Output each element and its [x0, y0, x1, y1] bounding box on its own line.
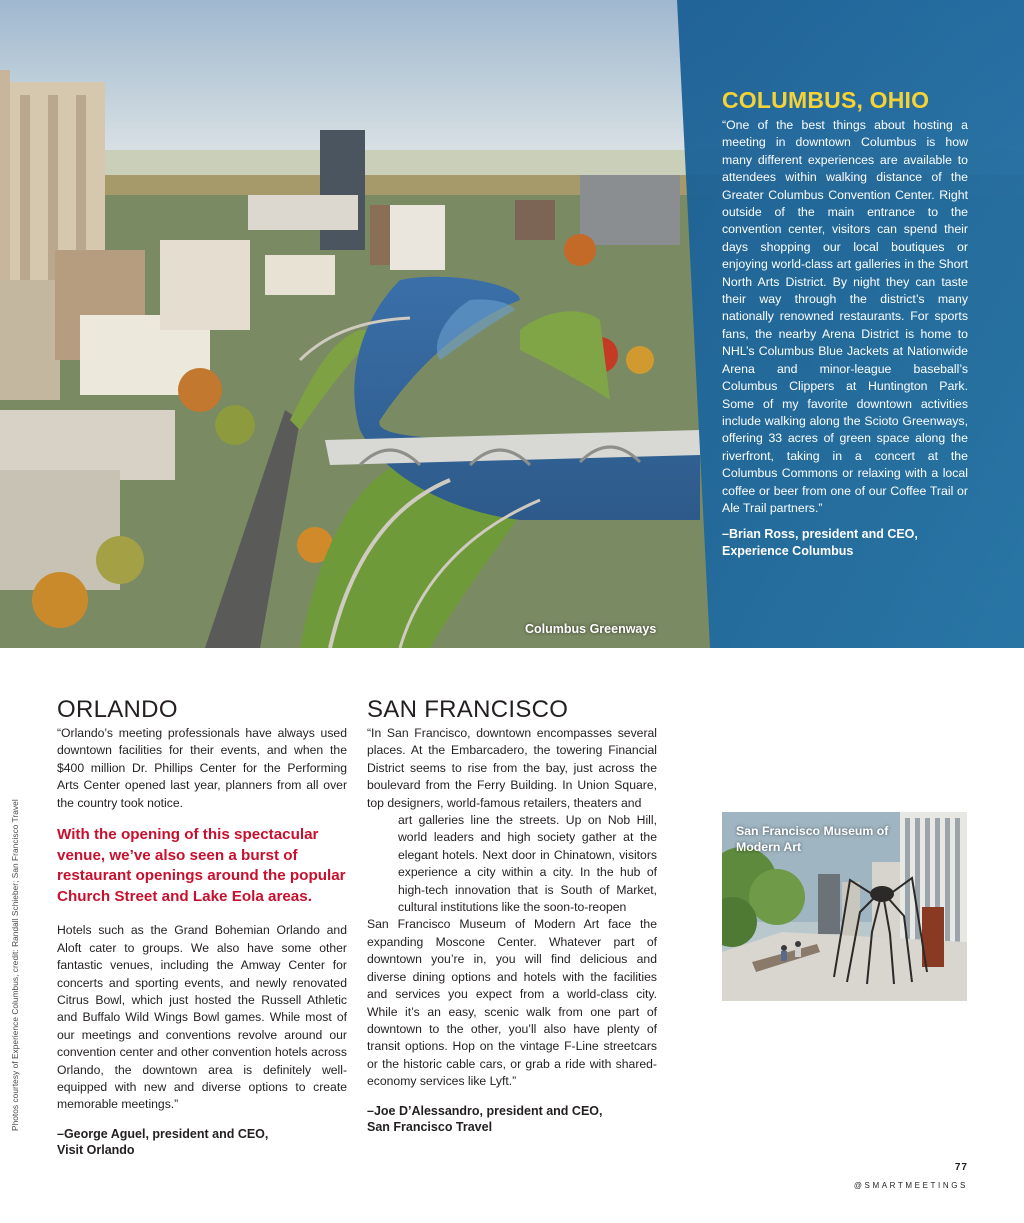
page-number: 77 — [954, 1162, 968, 1173]
orlando-paragraph-2: Hotels such as the Grand Bohemian Orlando and Aloft cater to groups. We also have some other fantastic venues, including the Amway Center for concerts and sporting events, and newly renovated Citrus Bowl, which just hosted the Russell Athletic and Buffalo Wild Wings Bowl games. While most of our meetings and conventions revolve around our convention center and other convention hotels across Orlando, the downtown area is definitely well-equipped with new and diverse options to create memorable meetings.” — [57, 923, 347, 1112]
hero-photo-caption: Columbus Greenways — [525, 622, 657, 636]
sfmoma-photo-caption: San Francisco Museum of Modern Art — [736, 824, 889, 854]
orlando-credit-line1: –George Aguel, president and CEO, — [57, 1126, 269, 1141]
orlando-heading: ORLANDO — [57, 696, 178, 723]
san-francisco-paragraph-top: “In San Francisco, downtown encompasses several places. At the Embarcadero, the towering Financial District seems to rise from the bay, just across the boulevard from the Ferry Building. In Union Square, top designers, world-famous retailers, theaters and — [367, 726, 657, 810]
san-francisco-heading: SAN FRANCISCO — [367, 696, 569, 723]
san-francisco-paragraph-bottom: San Francisco Museum of Modern Art face the expanding Moscone Center. Whatever part of downtown you’re in, you will find delicious and diverse dining options and hotels with the facilities and services you expect from a world-class city. While it’s an easy, scenic walk from one part of downtown to the other, you’ll also have plenty of transit options. Hop on the vintage F-Line streetcars or the historic cable cars, or grab a ride with shared-economy services like Lyft.” — [367, 917, 657, 1089]
columbus-credit-line1: –Brian Ross, president and CEO, — [722, 527, 918, 542]
photo-credit: Photos courtesy of Experience Columbus, credit: Randall Schieber; San Francisco Travel — [10, 799, 20, 1131]
san-francisco-credit-line1: –Joe D’Alessandro, president and CEO, — [367, 1103, 603, 1118]
columbus-quote: “One of the best things about hosting a meeting in downtown Columbus is how many different experiences are available to attendees within walking distance of the Greater Columbus Convention Center. Right outside of the main entrance to the convention center, visitors can spend their days shopping our local boutiques or enjoying world-class art galleries in the Short North Arts District. By night they can taste their way through the district’s many nationally renowned restaurants. For sports fans, the nearby Arena District is home to NHL’s Columbus Blue Jackets at Nationwide Arena and minor-league baseball’s Columbus Clippers at Huntington Park. Some of my favorite downtown activities include walking along the Scioto Greenways, offering 33 acres of green space along the riverfront, taking in a concert at the Columbus Commons or relaxing with a local coffee or beer from one of our Coffee Trail or Ale Trail partners.” — [722, 118, 968, 515]
columbus-credit-line2: Experience Columbus — [722, 544, 854, 559]
san-francisco-column — [367, 696, 657, 1136]
orlando-credit — [57, 1126, 347, 1159]
social-handle: @SMARTMEETINGS — [853, 1181, 968, 1190]
columbus-credit — [722, 526, 968, 560]
orlando-paragraph-1: “Orlando’s meeting professionals have always used downtown facilities for their events, and when the $400 million Dr. Phillips Center for the Performing Arts Center opened last year, planners from all over the country took notice. — [57, 726, 347, 810]
san-francisco-credit — [367, 1103, 657, 1136]
san-francisco-paragraph-indent: art galleries line the streets. Up on Nob Hill, world leaders and high society gather at the elegant hotels. Next door in Chinatown, visitors experience a city within a city. In the hub of high-tech innovation that is South of Market, cultural institutions like the soon-to-reopen — [398, 813, 657, 915]
sfmoma-photo — [722, 812, 967, 1001]
san-francisco-credit-line2: San Francisco Travel — [367, 1120, 493, 1135]
orlando-pull-quote: With the opening of this spectacular venue, we’ve also seen a burst of restaurant openings around the popular Church Street and Lake Eola areas. — [57, 826, 346, 905]
orlando-column — [57, 696, 347, 1159]
columbus-panel — [722, 86, 968, 560]
orlando-credit-line2: Visit Orlando — [57, 1143, 135, 1158]
columbus-heading: COLUMBUS, OHIO — [722, 87, 930, 113]
